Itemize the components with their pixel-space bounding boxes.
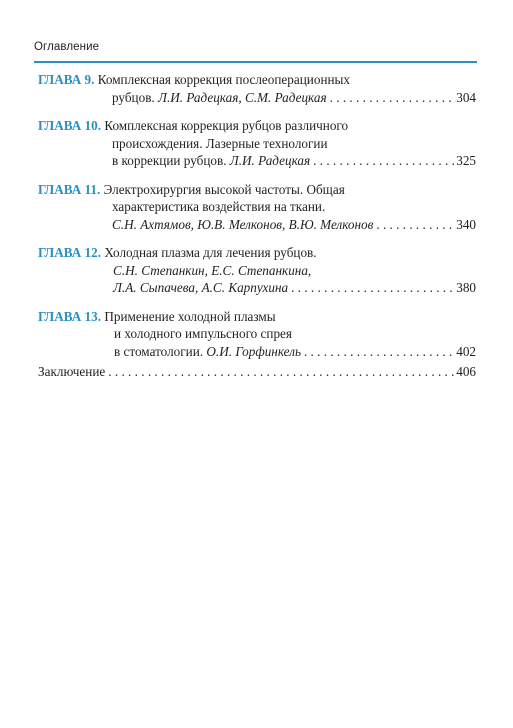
conclusion-title: Заключение (38, 364, 106, 379)
toc-entry-chapter-10[interactable] (38, 117, 476, 170)
chapter-label: ГЛАВА 12. (38, 245, 102, 260)
running-head: Оглавление (34, 41, 100, 53)
chapter-title-cont: и холодного импульсного спрея (114, 326, 292, 341)
chapter-authors: Л.И. Радецкая, С.М. Радецкая (158, 89, 327, 105)
dot-leader (373, 216, 456, 234)
dot-leader (310, 152, 456, 170)
chapter-label: ГЛАВА 10. (38, 118, 102, 133)
chapter-title: Применение холодной плазмы (104, 308, 276, 324)
dot-leader (327, 89, 457, 107)
toc-entry-chapter-13[interactable] (38, 308, 476, 361)
chapter-authors: Л.А. Сыпачева, А.С. Карпухина (113, 280, 289, 295)
toc-entry-conclusion[interactable] (38, 363, 476, 381)
chapter-label: ГЛАВА 11. (38, 181, 101, 197)
chapter-title-cont: в коррекции рубцов. (112, 153, 227, 168)
chapter-title-cont: происхождения. Лазерные технологии (112, 135, 328, 151)
chapter-title-cont: рубцов. (112, 89, 155, 105)
toc-entry-chapter-9[interactable] (38, 71, 476, 106)
page-number: 406 (456, 364, 476, 379)
dot-leader (288, 279, 456, 297)
dot-leader (301, 343, 456, 361)
toc-entry-chapter-12[interactable] (38, 244, 476, 297)
table-of-contents (38, 71, 476, 392)
chapter-title: Холодная плазма для лечения рубцов. (104, 245, 317, 260)
chapter-label: ГЛАВА 9. (38, 72, 95, 87)
page-number: 380 (456, 280, 476, 295)
page-number: 304 (456, 89, 476, 105)
header-rule (34, 61, 477, 63)
chapter-title-cont: в стоматологии. (114, 343, 204, 359)
page-number: 325 (456, 153, 476, 168)
chapter-authors: Л.И. Радецкая (229, 153, 311, 168)
toc-entry-chapter-11[interactable] (38, 181, 476, 234)
chapter-authors: О.И. Горфинкель (206, 343, 301, 359)
chapter-authors: С.Н. Ахтямов, Ю.В. Мелконов, В.Ю. Мелконов (112, 216, 374, 232)
chapter-authors: С.Н. Степанкин, Е.С. Степанкина, (113, 262, 312, 278)
chapter-title: Комплексная коррекция послеоперационных (97, 72, 351, 87)
dot-leader (105, 363, 456, 381)
page-number: 340 (456, 216, 476, 232)
chapter-title: Электрохирургия высокой частоты. Общая (103, 181, 345, 197)
chapter-title-cont: характеристика воздействия на ткани. (112, 199, 326, 214)
page-number: 402 (456, 343, 476, 359)
chapter-title: Комплексная коррекция рубцов различного (104, 118, 349, 133)
chapter-label: ГЛАВА 13. (38, 308, 102, 324)
